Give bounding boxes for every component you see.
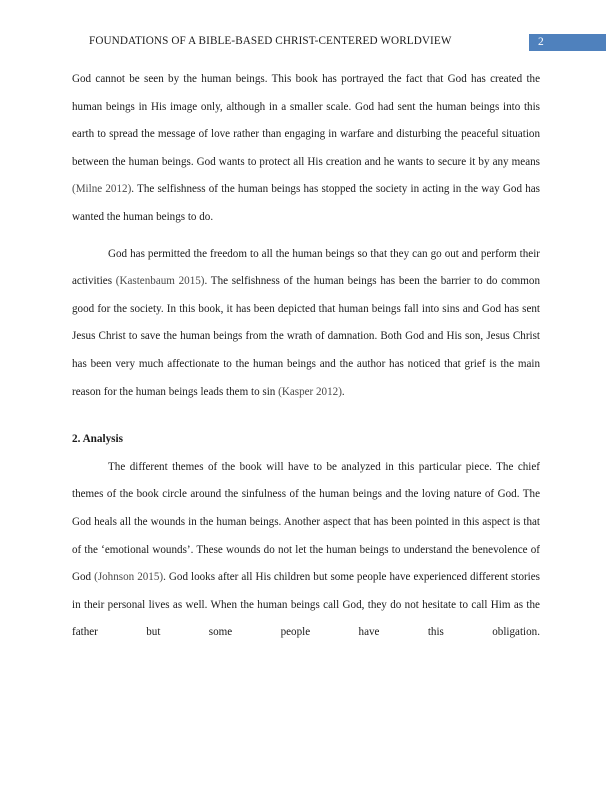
citation-kastenbaum: (Kastenbaum 2015) xyxy=(115,275,205,288)
paragraph-1-text-a: God cannot be seen by the human beings. This book has portrayed the fact that God has created the human beings in His image only, although in a smaller scale. God had sent the human beings into this earth to spread the message of love rather than engaging in warfare and disturbing the peaceful situation between the human beings. God wants to protect all His creation and he wants to secure it by any means xyxy=(72,73,540,168)
paragraph-2 xyxy=(72,241,540,407)
paragraph-1-text-b: . The selfishness of the human beings has stopped the society in acting in the way God has wanted the human beings to do. xyxy=(72,183,540,223)
citation-milne: (Milne 2012) xyxy=(72,183,132,196)
paragraph-3 xyxy=(72,454,540,647)
paragraph-2-text-c: . xyxy=(341,385,345,398)
paragraph-2-text-b: . The selfishness of the human beings has been the barrier to do common good for the society. In this book, it has been depicted that human beings fall into sins and God has sent Jesus Christ to save the human beings from the wrath of damnation. Both God and His son, Jesus Christ has been very much affectionate to the human beings and the author has noticed that grief is the main reason for the human beings leads them to sin xyxy=(72,275,540,398)
section-heading-analysis: 2. Analysis xyxy=(72,433,123,446)
citation-johnson: (Johnson 2015) xyxy=(94,571,164,584)
running-header-title: FOUNDATIONS OF A BIBLE-BASED CHRIST-CENTERED WORLDVIEW xyxy=(89,35,452,47)
paragraph-2-text-a: God has permitted the freedom to all the human beings so that they can go out and perform their activities xyxy=(72,247,540,288)
document-body xyxy=(72,66,540,647)
paragraph-1 xyxy=(72,66,540,232)
paragraph-3-text-a: The different themes of the book will have to be analyzed in this particular piece. The chief themes of the book circle around the sinfulness of the human beings and the loving nature of God. The God heals all the wounds in the human beings. Another aspect that has been pointed in this aspect is that of the ‘emotional wounds’. These wounds do not let the human beings to understand the benevolence of God xyxy=(72,460,540,584)
paragraph-3-text-b: . God looks after all His children but some people have experienced different stories in their personal lives as well. When the human beings call God, they do not hesitate to call Him as the father but some people have this obligation. xyxy=(72,571,541,639)
page-number-badge: 2 xyxy=(529,34,606,51)
citation-kasper: (Kasper 2012) xyxy=(278,385,342,398)
